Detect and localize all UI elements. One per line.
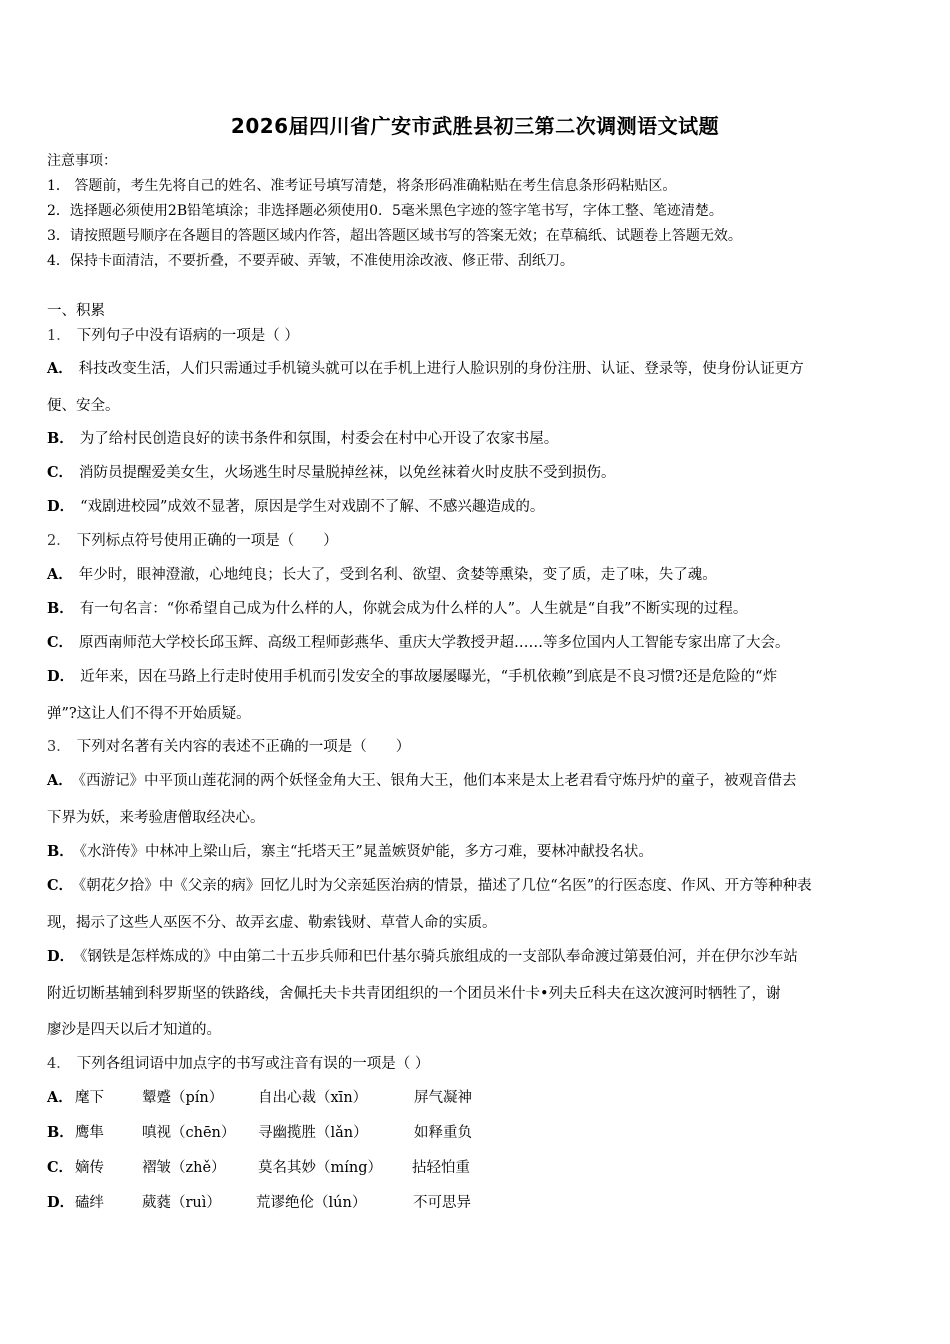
question-text: 下列对名著有关内容的表述不正确的一项是（ ） [76, 739, 411, 755]
word-cell: 麾下 [75, 1090, 104, 1106]
option-text: 《朝花夕拾》中《父亲的病》回忆儿时为父亲延医治病的情景，描述了几位“名医”的行医态度、作风、开方等种种表 [79, 878, 812, 894]
word-cell: 褶皱（zhě） [142, 1160, 226, 1176]
question-number: 3． [47, 739, 71, 755]
question-number: 4． [47, 1056, 71, 1072]
option-text: 《西游记》中平顶山莲花洞的两个妖怪金角大王、银角大王，他们本来是太上老君看守炼丹炉的童子，被观音借去 [78, 773, 797, 789]
question-number: 1． [47, 328, 71, 344]
option-d [47, 946, 907, 968]
word-cell: 莫名其妙（míng） [258, 1160, 383, 1176]
option-c [47, 875, 907, 897]
option-label: A． [47, 360, 73, 377]
word-cell: 鹰隼 [75, 1125, 104, 1141]
section-heading: 一、积累 [47, 303, 105, 319]
option-text: 消防员提醒爱美女生，火场逃生时尽量脱掉丝袜，以免丝袜着火时皮肤不受到损伤。 [79, 465, 616, 481]
notes-heading: 注意事项： [47, 153, 117, 169]
option-b [47, 598, 907, 620]
option-label: B． [47, 1124, 74, 1141]
option-a-continued: 下界为妖，来考验唐僧取经决心。 [47, 810, 265, 826]
option-b [47, 428, 907, 450]
option-label: C． [47, 1159, 74, 1176]
option-b [47, 841, 907, 863]
option-c [47, 462, 907, 484]
question-stem [47, 530, 907, 552]
option-label: D． [47, 498, 75, 515]
option-label: B． [47, 600, 74, 617]
option-label: C． [47, 877, 74, 894]
option-label: C． [47, 634, 74, 651]
question-text: 下列句子中没有语病的一项是（ ） [76, 328, 299, 344]
option-text: 《钢铁是怎样炼成的》中由第二十五步兵师和巴什基尔骑兵旅组成的一支部队奉命渡过第聂伯河，并在伊尔沙车站 [80, 949, 798, 965]
notes-item: 3．请按照题号顺序在各题目的答题区域内作答，超出答题区域书写的答案无效；在草稿纸、试题卷上答题无效。 [47, 228, 742, 244]
option-text: 近年来，因在马路上行走时使用手机而引发安全的事故屡屡曝光，“手机依赖”到底是不良习惯?还是危险的“炸 [80, 669, 778, 685]
option-text: 《水浒传》中林冲上梁山后，寨主“托塔天王”晁盖嫉贤妒能，多方刁难，要林冲献投名状。 [79, 844, 653, 860]
word-cell: 拈轻怕重 [412, 1160, 470, 1176]
option-label: D． [47, 1194, 75, 1211]
option-a [47, 358, 907, 380]
option-text: 为了给村民创造良好的读书条件和氛围，村委会在村中心开设了农家书屋。 [79, 431, 559, 447]
word-cell: 如释重负 [414, 1125, 472, 1141]
word-cell: 不可思异 [413, 1195, 471, 1211]
word-cell: 磕绊 [75, 1195, 104, 1211]
word-cell: 自出心裁（xīn） [258, 1090, 368, 1106]
word-cell: 荒谬绝伦（lún） [256, 1195, 367, 1211]
option-label: C． [47, 464, 74, 481]
option-d-continued: 附近切断基辅到科罗斯坚的铁路线，舍佩托夫卡共青团组织的一个团员米什卡•列夫丘科夫在这次渡河时牺牲了，谢 [47, 986, 781, 1002]
option-c-continued: 现，揭示了这些人巫医不分、故弄玄虚、勒索钱财、草菅人命的实质。 [47, 915, 497, 931]
option-c [47, 632, 907, 654]
page-title: 2026届四川省广安市武胜县初三第二次调测语文试题 [230, 114, 720, 138]
option-text: 年少时，眼神澄澈，心地纯良；长大了，受到名利、欲望、贪婪等熏染，变了质，走了味，失了魂。 [78, 567, 717, 583]
option-label: B． [47, 430, 74, 447]
notes-item: 1． 答题前，考生先将自己的姓名、准考证号填写清楚，将条形码准确粘贴在考生信息条形码粘贴区。 [47, 178, 677, 194]
word-cell: 嗔视（chēn） [142, 1125, 236, 1141]
option-b [47, 1122, 547, 1144]
option-text: “戏剧进校园”成效不显著，原因是学生对戏剧不了解、不感兴趣造成的。 [80, 499, 545, 515]
option-label: A． [47, 566, 73, 583]
option-a [47, 1087, 547, 1109]
notes-item: 4．保持卡面清洁，不要折叠，不要弄破、弄皱，不准使用涂改液、修正带、刮纸刀。 [47, 253, 574, 269]
option-a [47, 770, 907, 792]
word-cell: 嫡传 [75, 1160, 104, 1176]
option-text: 科技改变生活，人们只需通过手机镜头就可以在手机上进行人脸识别的身份注册、认证、登录等，使身份认证更方 [78, 361, 804, 377]
question-number: 2． [47, 533, 71, 549]
question-text: 下列各组词语中加点字的书写或注音有误的一项是（ ） [76, 1056, 430, 1072]
word-cell: 屏气凝神 [414, 1090, 472, 1106]
option-a-continued: 便、安全。 [47, 398, 120, 414]
question-stem [47, 1053, 907, 1075]
option-d [47, 666, 907, 688]
question-stem [47, 736, 907, 758]
option-text: 原西南师范大学校长邱玉辉、高级工程师彭燕华、重庆大学教授尹超……等多位国内人工智能专家出席了大会。 [79, 635, 790, 651]
option-d-continued: 弹”?这让人们不得不开始质疑。 [47, 706, 251, 722]
option-label: D． [47, 948, 75, 965]
option-label: D． [47, 668, 75, 685]
option-c [47, 1157, 547, 1179]
option-label: A． [47, 772, 73, 789]
word-cell: 寻幽揽胜（lǎn） [258, 1125, 368, 1141]
option-text: 有一句名言：“你希望自己成为什么样的人，你就会成为什么样的人”。人生就是“自我”不断实现的过程。 [79, 601, 748, 617]
word-cell: 颦蹙（pín） [142, 1090, 224, 1106]
option-label: B． [47, 843, 74, 860]
word-cell: 葳蕤（ruì） [142, 1195, 221, 1211]
option-d [47, 496, 907, 518]
option-a [47, 564, 907, 586]
option-label: A． [47, 1089, 73, 1106]
question-text: 下列标点符号使用正确的一项是（ ） [76, 533, 338, 549]
option-d-continued: 廖沙是四天以后才知道的。 [47, 1022, 221, 1038]
option-d [47, 1192, 547, 1214]
question-stem [47, 325, 907, 347]
notes-item: 2．选择题必须使用2B铅笔填涂；非选择题必须使用0．5毫米黑色字迹的签字笔书写，字体工整、笔迹清楚。 [47, 203, 723, 219]
